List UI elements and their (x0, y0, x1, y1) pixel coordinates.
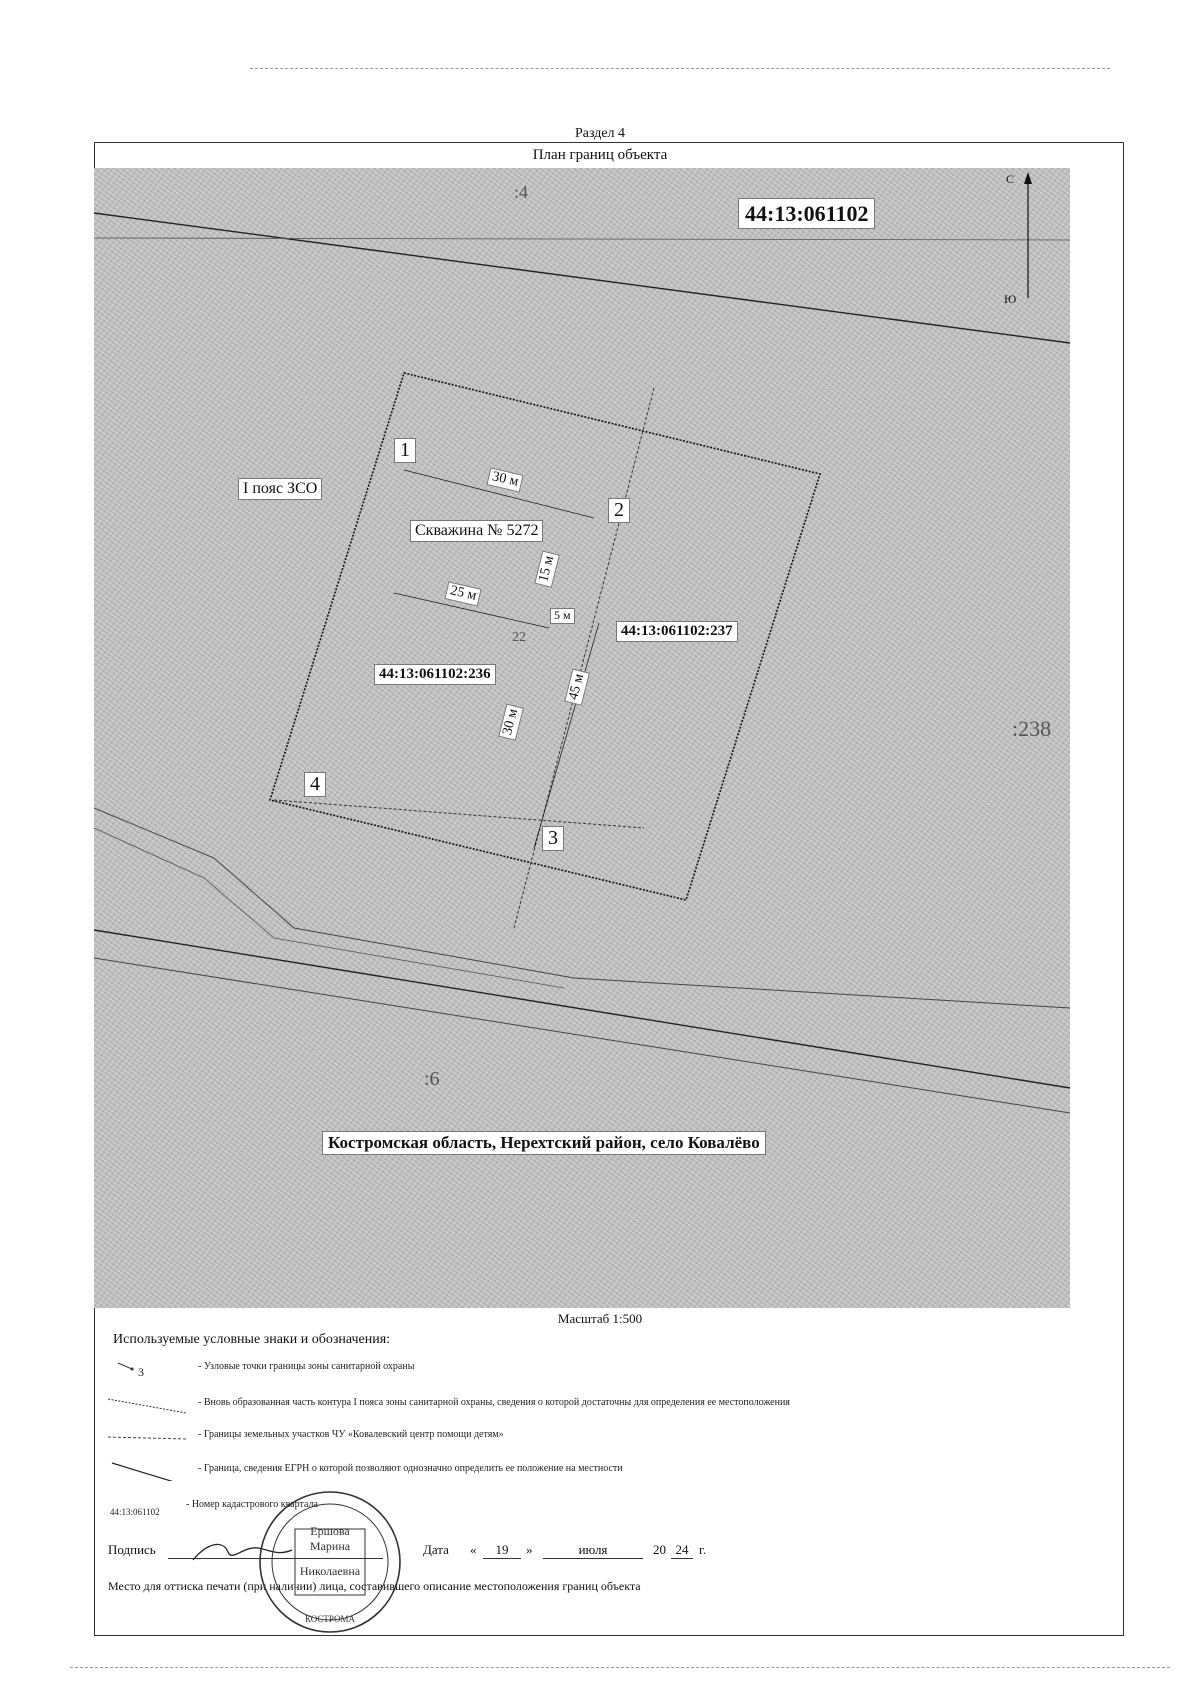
date-quote-open: « (470, 1542, 477, 1557)
point-3-label: 3 (542, 826, 564, 851)
ghost-label-small: 22 (512, 630, 526, 645)
date-year-suffix: г. (699, 1542, 707, 1557)
dim-5: 5 м (550, 608, 575, 624)
ghost-label-top: :4 (514, 182, 529, 202)
north-letter: С (1006, 172, 1015, 186)
date-month: июля (543, 1542, 643, 1559)
legend-item-points (108, 1357, 1008, 1381)
ghost-label-bottom: :6 (424, 1068, 440, 1090)
stamp-org: КОСТРОМА (304, 1614, 355, 1624)
plan-title: План границ объекта (532, 147, 668, 163)
dim-15: 15 м (534, 550, 560, 588)
zone-label: I пояс ЗСО (238, 478, 322, 500)
dim-30-top: 30 м (486, 467, 524, 492)
legend-text-new-contour: - Вновь образованная часть контура I пояса зоны санитарной охраны, сведения о которой достаточны для определения ее местоположения (198, 1397, 790, 1408)
map-scale: Масштаб 1:500 (557, 1311, 643, 1326)
date-day: 19 (483, 1542, 521, 1559)
legend-text-quarter: - Номер кадастрового квартала (186, 1499, 318, 1510)
parcel-bottom-line (274, 800, 644, 828)
dim-line-45 (534, 623, 599, 848)
legend-text-parcels: - Границы земельных участков ЧУ «Ковалевский центр помощи детям» (198, 1429, 504, 1440)
parcel-237-label: 44:13:061102:237 (616, 621, 738, 642)
dim-25: 25 м (444, 581, 482, 606)
legend-title: Используемые условные знаки и обозначения: (113, 1332, 391, 1347)
legend-item-new-contour (108, 1393, 1108, 1417)
point-2-label: 2 (608, 498, 630, 523)
parcel-lines-lower-left (94, 808, 1070, 1008)
legend-item-quarter (108, 1497, 1008, 1521)
egrn-boundary-bottom-2 (94, 958, 1070, 1113)
legend-point-symbol (108, 1357, 188, 1379)
ghost-label-right: :238 (1012, 716, 1052, 741)
legend-parcels-symbol (108, 1425, 188, 1447)
legend-point-number: 3 (138, 1365, 144, 1379)
sign-label: Подпись (108, 1542, 156, 1557)
dim-30-side: 30 м (498, 703, 524, 741)
date-quote-close: » (526, 1542, 533, 1557)
legend-text-points: - Узловые точки границы зоны санитарной охраны (198, 1361, 415, 1372)
title-rule (94, 142, 1122, 143)
parcel-divider (514, 388, 654, 928)
stamp-line-1: Ершова (310, 1524, 350, 1538)
date-year: 24 (671, 1542, 693, 1559)
legend-new-contour-symbol (108, 1393, 188, 1415)
point-1-label: 1 (394, 438, 416, 463)
legend-item-parcels (108, 1425, 1008, 1449)
north-arrow-head (1024, 172, 1032, 184)
date-label: Дата (423, 1542, 449, 1557)
stamp-line-3: Николаевна (299, 1564, 361, 1578)
stamp-line-2: Марина (309, 1539, 351, 1553)
egrn-boundary-top-2 (94, 238, 1070, 240)
boundary-plan-map (94, 168, 1070, 1308)
legend-egrn-symbol (108, 1459, 188, 1481)
egrn-boundary-top (94, 213, 1070, 343)
scan-line-top (250, 68, 1110, 69)
legend-item-egrn (108, 1459, 1008, 1489)
signature-row (108, 1540, 808, 1564)
legend-text-egrn: - Граница, сведения ЕГРН о которой позволяют однозначно определить ее положение на местности (198, 1463, 623, 1474)
egrn-boundary-bottom (94, 930, 1070, 1088)
point-4-label: 4 (304, 772, 326, 797)
date-year-prefix: 20 (653, 1542, 666, 1557)
south-letter: Ю (1004, 292, 1017, 306)
well-label: Скважина № 5272 (410, 520, 543, 542)
dim-45: 45 м (564, 668, 590, 706)
section-label: Раздел 4 (574, 126, 626, 141)
parcel-236-label: 44:13:061102:236 (374, 664, 496, 685)
quarter-number-label: 44:13:061102 (738, 198, 875, 229)
location-label: Костромская область, Нерехтский район, село Ковалёво (322, 1131, 766, 1155)
stamp-note: Место для оттиска печати (при наличии) лица, составившего описание местоположения границ объекта (108, 1579, 641, 1593)
legend-quarter-sample: 44:13:061102 (110, 1507, 160, 1517)
scan-line-bottom (70, 1667, 1170, 1668)
